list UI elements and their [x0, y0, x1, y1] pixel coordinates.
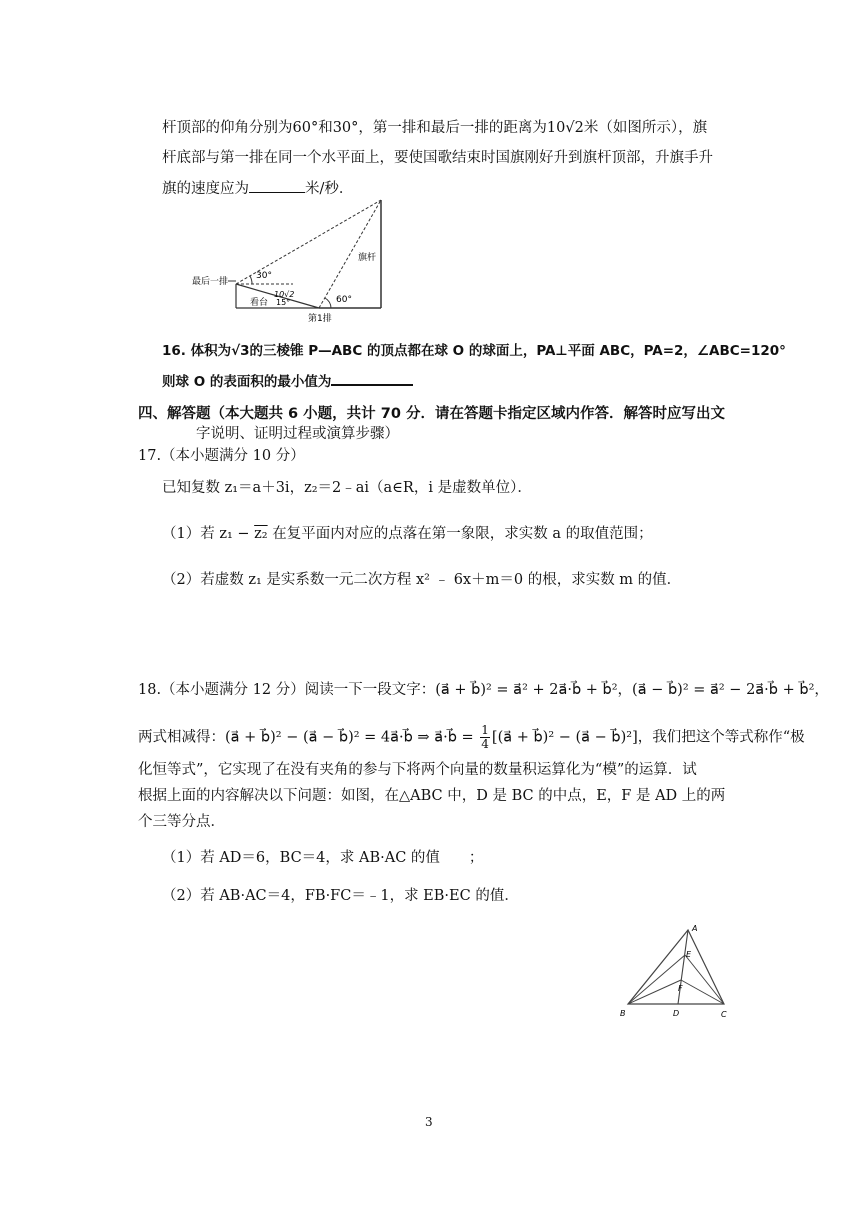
q17-stem: 已知复数 z₁＝a＋3i，z₂＝2﹣ai（a∈R，i 是虚数单位）． [162, 480, 532, 496]
vertex-b-label: B [620, 1009, 626, 1018]
section4-line1 [138, 404, 725, 424]
triangle-abc [628, 930, 724, 1004]
segment-ce [685, 955, 724, 1004]
point-f-label: F [678, 984, 683, 993]
angle-arc-60 [325, 298, 331, 308]
page-number: 3 [425, 1115, 433, 1129]
angle-arc-30 [250, 276, 252, 284]
q15-line3-text: 旗的速度应为 [162, 181, 249, 197]
q17-part1 [162, 524, 653, 544]
q18-figure [616, 920, 736, 1024]
point-e-label: E [686, 950, 692, 959]
point-d-label: D [673, 1009, 680, 1018]
segment-bf [628, 980, 681, 1004]
segment-be [628, 955, 685, 1004]
q18-line3: 化恒等式”，它实现了在没有夹角的参与下将两个向量的数量积运算化为“模”的运算．试 [138, 762, 697, 778]
flagpole-label: 旗杆 [358, 253, 377, 263]
vertex-a-label: A [692, 924, 698, 933]
q18-line2-pre: 两式相减得：(a⃗ + b⃗)² − (a⃗ − b⃗)² = 4a⃗·b⃗ ⇒ a⃗·b⃗ = [138, 729, 479, 746]
section4-line2: 字说明、证明过程或演算步骤） [196, 426, 399, 442]
q18-part1: （1）若 AD＝6，BC＝4，求 AB·AC 的值 ； [162, 850, 484, 866]
q17-part1-post: 在复平面内对应的点落在第一象限，求实数 a 的取值范围； [267, 526, 653, 542]
q16-line1: 16. 体积为√3的三棱锥 P—ABC 的顶点都在球 O 的球面上，PA⊥平面 ABC，PA=2，∠ABC=120° [162, 343, 786, 359]
q18-line5: 个三等分点． [138, 814, 225, 830]
distance-label: 10√2 [274, 290, 295, 299]
q16-line2 [162, 370, 413, 392]
frac-num: 1 [481, 723, 489, 737]
angle-15-label: 15° [276, 298, 291, 307]
q18-line2-post: [(a⃗ + b⃗)² − (a⃗ − b⃗)²]，我们把这个等式称作“极 [491, 729, 805, 746]
section4-heading: 四、解答题（本大题共 6 小题，共计 70 分．请在答题卡指定区域内作答．解答时应写出文 [138, 406, 725, 422]
stand-label: 看台 [250, 298, 269, 308]
q18-line1: 18.（本小题满分 12 分）阅读一下一段文字：(a⃗ + b⃗)² = a⃗² + 2a⃗·b⃗ + b⃗²，(a⃗ − b⃗)² = a⃗² − 2a⃗·b⃗ + b⃗²， [138, 682, 829, 698]
q15-line2: 杆底部与第一排在同一个水平面上，要使国歌结束时国旗刚好升到旗杆顶部，升旗手升 [162, 150, 713, 166]
vertex-c-label: C [721, 1010, 727, 1019]
q15-figure [188, 194, 393, 324]
q15-unit: 米/秒． [305, 181, 354, 197]
q17-part1-pre: （1）若 z₁ − [162, 526, 255, 542]
q16-line2-text: 则球 O 的表面积的最小值为 [162, 374, 332, 390]
first-row-label: 第1排 [308, 314, 332, 324]
q15-line1: 杆顶部的仰角分别为60°和30°，第一排和最后一排的距离为10√2米（如图所示），旗 [162, 120, 708, 136]
frac-den: 4 [481, 737, 489, 751]
angle-30-label: 30° [256, 271, 272, 281]
answer-blank-16 [331, 370, 413, 386]
answer-blank-15 [249, 178, 305, 193]
q18-part2: （2）若 AB·AC＝4，FB·FC＝﹣1，求 EB·EC 的值． [162, 888, 519, 904]
angle-60-label: 60° [336, 295, 352, 305]
last-row-label: 最后一排 [192, 277, 229, 287]
q18-line4: 根据上面的内容解决以下问题：如图，在△ABC 中，D 是 BC 的中点，E，F 是 AD 上的两 [138, 788, 726, 804]
fraction-one-quarter [480, 724, 490, 751]
q18-line2 [138, 724, 805, 751]
q17-part2: （2）若虚数 z₁ 是实系数一元二次方程 x² ﹣ 6x＋m＝0 的根，求实数 m 的值． [162, 572, 682, 588]
q17-header: 17.（本小题满分 10 分） [138, 448, 305, 464]
q17-part1-conjugate: z₂ [254, 526, 268, 542]
